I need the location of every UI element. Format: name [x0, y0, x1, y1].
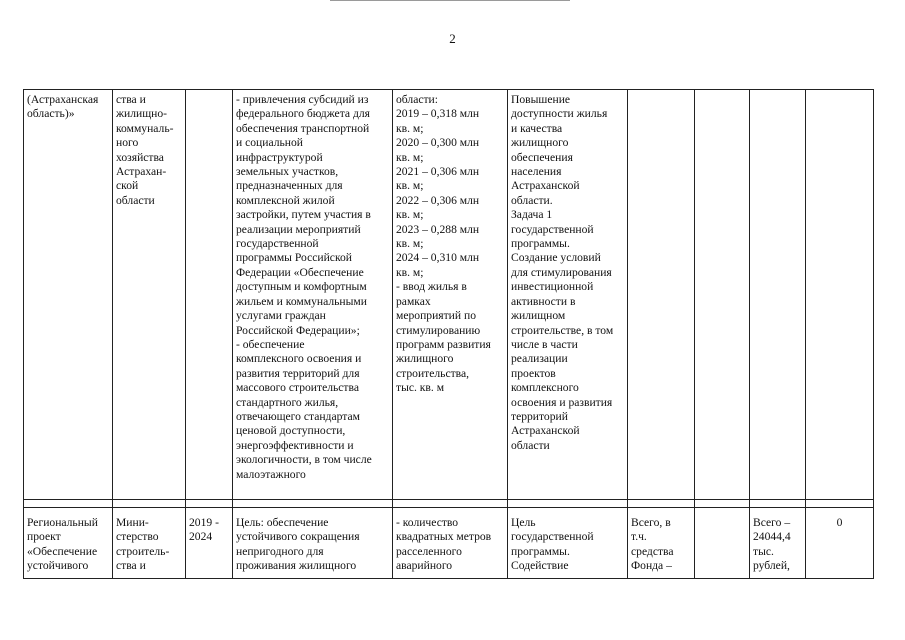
table-cell-program-link: Цель государственной программы. Содействие — [508, 508, 628, 579]
table-cell-program-link: Повышение доступности жилья и качества жилищного обеспечения населения Астраханской области. Задача 1 государственной программы. Создание условий для стимулирования инвестиционной активности в жилищном строительстве, в том числе в части реализации проектов комплексного освоения и развития территорий Астраханской области — [508, 90, 628, 500]
table-row — [24, 90, 874, 500]
table-cell-spacer — [393, 500, 508, 508]
table-cell-indicator: - количество квадратных метров расселенного аварийного — [393, 508, 508, 579]
table-cell-funding-source — [628, 90, 695, 500]
table-cell-project-name: Региональный проект «Обеспечение устойчивого — [24, 508, 113, 579]
table-row — [24, 508, 874, 579]
table-cell-spacer — [806, 500, 874, 508]
table-cell-goal: - привлечения субсидий из федерального бюджета для обеспечения транспортной и социальной инфраструктурой земельных участков, предназначенных для комплексной жилой застройки, путем участия в реализации мероприятий государственной программы Российской Федерации «Обеспечение доступным и комфортным жильем и коммунальными услугами граждан Российской Федерации»; - обеспечение комплексного освоения и развития территорий для массового строительства стандартного жилья, отвечающего стандартам ценовой доступности, энергоэффективности и экологичности, в том числе малоэтажного — [233, 90, 393, 500]
table-cell-indicator: области: 2019 – 0,318 млн кв. м; 2020 – 0,300 млн кв. м; 2021 – 0,306 млн кв. м; 2022 – 0,306 млн кв. м; 2023 – 0,288 млн кв. м; 2024 – 0,310 млн кв. м; - ввод жилья в рамках мероприятий по стимулированию программ развития жилищного строительства, тыс. кв. м — [393, 90, 508, 500]
table-cell-executor: ства и жилищно- коммуналь- ного хозяйства Астрахан- ской области — [113, 90, 186, 500]
table-cell-funding-total — [750, 90, 806, 500]
table-cell-goal: Цель: обеспечение устойчивого сокращения непригодного для проживания жилищного — [233, 508, 393, 579]
table-cell-funding-total: Всего – 24044,4 тыс. рублей, — [750, 508, 806, 579]
table-cell-spacer — [186, 500, 233, 508]
table-cell-period — [186, 90, 233, 500]
table-row-spacer — [24, 500, 874, 508]
table-cell-spacer — [508, 500, 628, 508]
program-table — [23, 89, 874, 579]
table-cell-executor: Мини- стерство строитель- ства и — [113, 508, 186, 579]
table-cell-spacer — [233, 500, 393, 508]
table-cell-period: 2019 - 2024 — [186, 508, 233, 579]
table-cell-value — [806, 90, 874, 500]
table-cell-empty — [695, 508, 750, 579]
table-cell-spacer — [628, 500, 695, 508]
table-cell-spacer — [113, 500, 186, 508]
table-cell-value: 0 — [806, 508, 874, 579]
table-cell-region: (Астраханская область)» — [24, 90, 113, 500]
table-cell-funding-source: Всего, в т.ч. средства Фонда – — [628, 508, 695, 579]
table-cell-spacer — [695, 500, 750, 508]
top-scan-rule — [330, 0, 570, 1]
table-cell-spacer — [24, 500, 113, 508]
page-number: 2 — [449, 31, 456, 46]
table-cell-spacer — [750, 500, 806, 508]
table-cell-empty — [695, 90, 750, 500]
